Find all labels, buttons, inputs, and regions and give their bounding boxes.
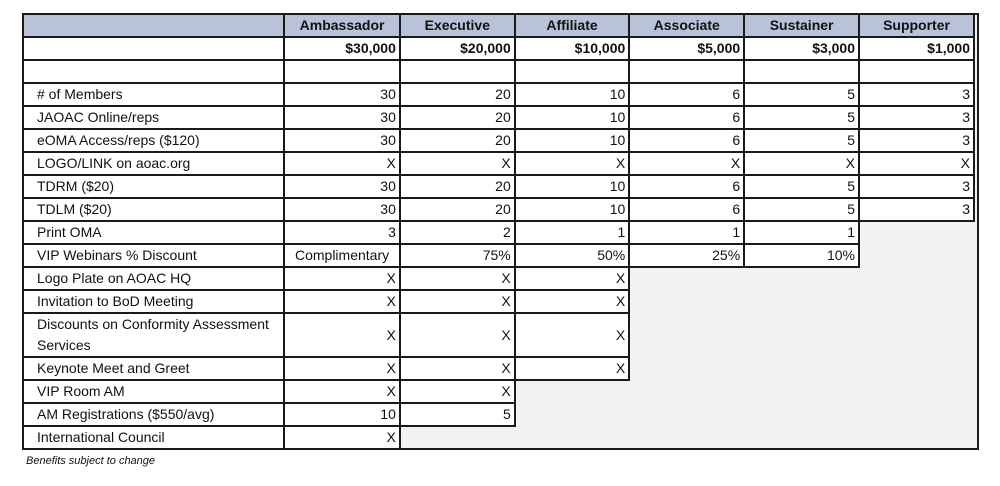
tier-header-row (23, 14, 974, 37)
benefit-row (23, 403, 974, 426)
spacer-cell (400, 60, 515, 83)
benefit-row (23, 198, 974, 221)
benefit-value-ambassador: 30 (284, 198, 400, 221)
spacer-row (23, 60, 974, 83)
benefit-value-ambassador: X (284, 290, 400, 313)
price-cell-executive: $20,000 (400, 37, 515, 60)
benefit-value-executive: 75% (400, 244, 515, 267)
benefit-value-executive: 20 (400, 106, 515, 129)
benefit-label: LOGO/LINK on aoac.org (23, 152, 284, 175)
benefit-value-executive: 20 (400, 198, 515, 221)
benefit-value-executive: X (400, 267, 515, 290)
benefit-value-associate: 1 (629, 221, 744, 244)
benefit-value-associate: 6 (629, 106, 744, 129)
benefit-label: Invitation to BoD Meeting (23, 290, 284, 313)
empty-cell (744, 313, 859, 357)
benefit-label: TDLM ($20) (23, 198, 284, 221)
empty-cell (859, 426, 974, 449)
benefit-value-sustainer: 1 (744, 221, 859, 244)
tier-header-executive: Executive (400, 14, 515, 37)
benefit-value-affiliate: 10 (515, 129, 630, 152)
spacer-cell (23, 60, 284, 83)
benefit-value-ambassador: X (284, 313, 400, 357)
benefit-value-associate: 6 (629, 83, 744, 106)
empty-cell (515, 380, 630, 403)
empty-cell (859, 403, 974, 426)
benefit-value-sustainer: X (744, 152, 859, 175)
spacer-cell (515, 60, 630, 83)
benefit-value-affiliate: X (515, 267, 630, 290)
price-cell-ambassador: $30,000 (284, 37, 400, 60)
benefit-value-executive: 5 (400, 403, 515, 426)
benefit-value-affiliate: X (515, 290, 630, 313)
benefit-row (23, 267, 974, 290)
benefit-label: Logo Plate on AOAC HQ (23, 267, 284, 290)
benefit-row (23, 357, 974, 380)
benefit-label: TDRM ($20) (23, 175, 284, 198)
benefit-row (23, 152, 974, 175)
benefits-matrix (22, 13, 975, 450)
benefit-label: Print OMA (23, 221, 284, 244)
price-cell-supporter: $1,000 (859, 37, 974, 60)
price-cell-sustainer: $3,000 (744, 37, 859, 60)
price-cell-affiliate: $10,000 (515, 37, 630, 60)
benefit-value-affiliate: 10 (515, 106, 630, 129)
benefit-value-associate: X (629, 152, 744, 175)
benefit-value-executive: X (400, 290, 515, 313)
benefit-value-ambassador: 30 (284, 129, 400, 152)
empty-cell (859, 290, 974, 313)
empty-cell (859, 244, 974, 267)
corner-cell (23, 14, 284, 37)
benefit-label: JAOAC Online/reps (23, 106, 284, 129)
empty-cell (859, 267, 974, 290)
empty-cell (629, 426, 744, 449)
benefit-value-associate: 6 (629, 175, 744, 198)
benefit-value-sustainer: 5 (744, 175, 859, 198)
benefit-row (23, 129, 974, 152)
benefit-row (23, 313, 974, 357)
benefit-row (23, 380, 974, 403)
benefits-table (22, 13, 979, 450)
benefit-value-affiliate: 10 (515, 83, 630, 106)
benefit-label: Discounts on Conformity Assessment Services (23, 313, 284, 357)
benefit-value-affiliate: X (515, 357, 630, 380)
benefit-label: International Council (23, 426, 284, 449)
benefit-row (23, 175, 974, 198)
benefit-value-ambassador: 30 (284, 83, 400, 106)
benefit-value-supporter: 3 (859, 198, 974, 221)
empty-cell (744, 290, 859, 313)
benefit-value-affiliate: X (515, 152, 630, 175)
benefit-value-affiliate: 50% (515, 244, 630, 267)
benefit-label: Keynote Meet and Greet (23, 357, 284, 380)
benefit-value-affiliate: 10 (515, 198, 630, 221)
benefit-value-affiliate: 1 (515, 221, 630, 244)
benefit-value-ambassador: Complimentary (284, 244, 400, 267)
spacer-cell (284, 60, 400, 83)
empty-cell (629, 290, 744, 313)
empty-cell (859, 221, 974, 244)
benefit-value-ambassador: 10 (284, 403, 400, 426)
empty-cell (629, 267, 744, 290)
benefit-value-associate: 6 (629, 198, 744, 221)
benefit-label: AM Registrations ($550/avg) (23, 403, 284, 426)
spacer-cell (859, 60, 974, 83)
benefit-value-executive: X (400, 152, 515, 175)
empty-cell (629, 403, 744, 426)
benefit-row (23, 106, 974, 129)
benefit-value-executive: X (400, 357, 515, 380)
footnote: Benefits subject to change (26, 455, 156, 467)
tier-header-affiliate: Affiliate (515, 14, 630, 37)
spacer-cell (629, 60, 744, 83)
price-row (23, 37, 974, 60)
benefit-row (23, 221, 974, 244)
benefit-row (23, 244, 974, 267)
tier-header-ambassador: Ambassador (284, 14, 400, 37)
benefit-value-ambassador: X (284, 380, 400, 403)
benefit-label: VIP Webinars % Discount (23, 244, 284, 267)
benefit-value-sustainer: 5 (744, 198, 859, 221)
benefit-value-executive: 20 (400, 175, 515, 198)
benefit-value-executive: 2 (400, 221, 515, 244)
benefit-row (23, 290, 974, 313)
benefit-value-associate: 6 (629, 129, 744, 152)
benefit-row (23, 83, 974, 106)
benefit-value-ambassador: X (284, 152, 400, 175)
empty-cell (859, 313, 974, 357)
empty-cell (515, 426, 630, 449)
benefit-value-executive: X (400, 313, 515, 357)
benefit-value-ambassador: X (284, 357, 400, 380)
benefit-value-sustainer: 5 (744, 106, 859, 129)
benefit-value-sustainer: 10% (744, 244, 859, 267)
empty-cell (744, 357, 859, 380)
empty-cell (629, 313, 744, 357)
benefit-label: eOMA Access/reps ($120) (23, 129, 284, 152)
benefit-label: # of Members (23, 83, 284, 106)
tier-header-sustainer: Sustainer (744, 14, 859, 37)
empty-cell (400, 426, 515, 449)
benefit-value-ambassador: 30 (284, 175, 400, 198)
benefit-value-affiliate: X (515, 313, 630, 357)
empty-cell (859, 357, 974, 380)
benefit-value-supporter: 3 (859, 129, 974, 152)
benefit-label: VIP Room AM (23, 380, 284, 403)
benefit-value-sustainer: 5 (744, 129, 859, 152)
benefit-value-supporter: 3 (859, 106, 974, 129)
empty-cell (629, 380, 744, 403)
tier-header-associate: Associate (629, 14, 744, 37)
empty-cell (859, 380, 974, 403)
benefit-value-supporter: 3 (859, 175, 974, 198)
benefit-value-executive: 20 (400, 129, 515, 152)
benefit-row (23, 426, 974, 449)
benefit-value-ambassador: 3 (284, 221, 400, 244)
tier-header-supporter: Supporter (859, 14, 974, 37)
empty-cell (744, 380, 859, 403)
empty-cell (744, 403, 859, 426)
benefit-value-executive: 20 (400, 83, 515, 106)
benefit-value-executive: X (400, 380, 515, 403)
price-row-label (23, 37, 284, 60)
benefit-value-affiliate: 10 (515, 175, 630, 198)
benefit-value-ambassador: 30 (284, 106, 400, 129)
empty-cell (629, 357, 744, 380)
benefit-value-supporter: X (859, 152, 974, 175)
price-cell-associate: $5,000 (629, 37, 744, 60)
benefit-value-sustainer: 5 (744, 83, 859, 106)
empty-cell (515, 403, 630, 426)
empty-cell (744, 426, 859, 449)
benefit-value-associate: 25% (629, 244, 744, 267)
benefit-value-ambassador: X (284, 426, 400, 449)
empty-cell (744, 267, 859, 290)
benefit-value-supporter: 3 (859, 83, 974, 106)
spacer-cell (744, 60, 859, 83)
benefit-value-ambassador: X (284, 267, 400, 290)
